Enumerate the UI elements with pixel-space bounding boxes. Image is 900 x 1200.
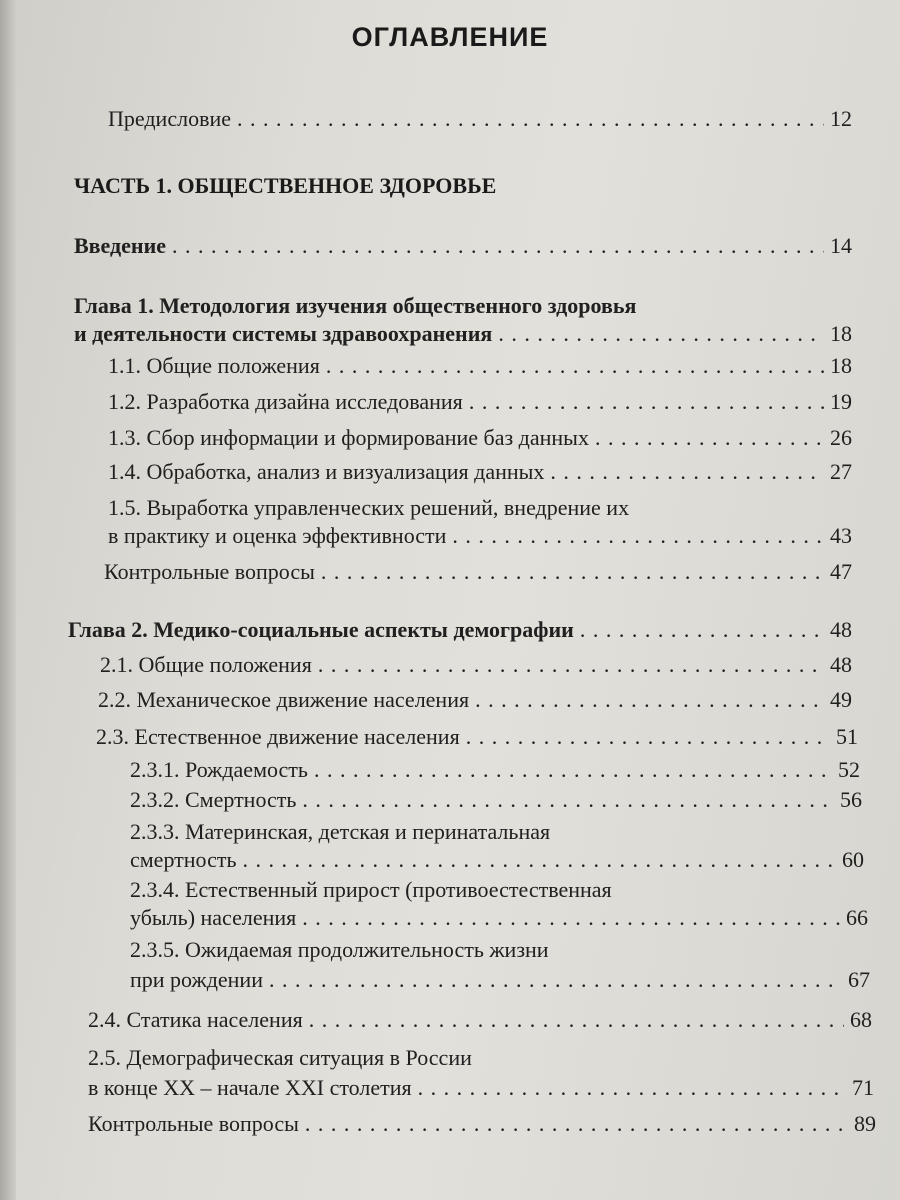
leader-dots xyxy=(475,686,824,714)
part-heading: ЧАСТЬ 1. ОБЩЕСТВЕННОЕ ЗДОРОВЬЕ xyxy=(74,173,497,198)
toc-label: при рождении xyxy=(130,967,263,992)
toc-page: 60 xyxy=(842,847,864,872)
leader-dots xyxy=(452,522,824,550)
toc-entry-2-1[interactable] xyxy=(100,651,852,679)
toc-entry-2-3-4-line1[interactable]: 2.3.4. Естественный прирост (противоестественная xyxy=(130,877,612,902)
toc-label: 1.3. Сбор информации и формирование баз данных xyxy=(108,425,589,450)
toc-entry-2-5-line1[interactable]: 2.5. Демографическая ситуация в России xyxy=(88,1045,472,1070)
leader-dots xyxy=(498,320,824,348)
toc-entry-2-3-3-line1[interactable]: 2.3.3. Материнская, детская и перинатальная xyxy=(130,819,551,844)
toc-entry-1-5[interactable] xyxy=(108,522,852,550)
leader-dots xyxy=(302,904,840,932)
toc-entry-chapter-1[interactable] xyxy=(74,320,852,348)
toc-page: 51 xyxy=(836,724,858,749)
toc-entry-ch2-questions[interactable] xyxy=(88,1110,876,1138)
toc-page: 89 xyxy=(854,1111,876,1136)
page-title: ОГЛАВЛЕНИЕ xyxy=(351,22,549,52)
toc-page: 26 xyxy=(830,425,852,450)
toc-label: в конце XX – начале XXI столетия xyxy=(88,1075,412,1100)
toc-entry-2-4[interactable] xyxy=(88,1006,872,1034)
toc-page: 48 xyxy=(830,617,852,642)
toc-label: 2.1. Общие положения xyxy=(100,652,312,677)
toc-label: Введение xyxy=(74,233,167,258)
leader-dots xyxy=(595,424,824,452)
leader-dots xyxy=(309,1006,844,1034)
toc-page: 12 xyxy=(830,106,852,131)
toc-label: 2.3.2. Смертность xyxy=(130,787,297,812)
page-edge xyxy=(0,0,16,1200)
toc-entry-intro[interactable] xyxy=(74,232,852,260)
toc-page: 66 xyxy=(846,905,868,930)
toc-entry-1-3[interactable] xyxy=(108,424,852,452)
toc-entry-1-4[interactable] xyxy=(108,458,852,486)
toc-page: 71 xyxy=(852,1075,874,1100)
toc-label: 2.4. Статика населения xyxy=(88,1007,303,1032)
toc-page: 56 xyxy=(840,787,862,812)
toc-label: убыль) населения xyxy=(130,905,297,930)
toc-label: Предисловие xyxy=(108,106,231,131)
toc-page: 49 xyxy=(830,687,852,712)
toc-label: Контрольные вопросы xyxy=(88,1111,299,1136)
toc-page: 48 xyxy=(830,652,852,677)
toc-entry-1-5-line1[interactable]: 1.5. Выработка управленческих решений, внедрение их xyxy=(108,495,630,520)
leader-dots xyxy=(469,388,824,416)
toc-page: 68 xyxy=(850,1007,872,1032)
toc-page: 18 xyxy=(830,353,852,378)
toc-entry-2-3-1[interactable] xyxy=(130,756,860,784)
toc-entry-chapter-2[interactable] xyxy=(68,616,852,644)
chapter-1-title-line1[interactable]: Глава 1. Методология изучения общественного здоровья xyxy=(74,293,637,318)
toc-entry-2-3-5[interactable] xyxy=(130,966,870,994)
toc-entry-2-5[interactable] xyxy=(88,1074,874,1102)
leader-dots xyxy=(302,786,834,814)
toc-label: Контрольные вопросы xyxy=(104,559,315,584)
toc-label: 1.1. Общие положения xyxy=(108,353,320,378)
toc-entry-ch1-questions[interactable] xyxy=(104,558,852,586)
toc-entry-1-1[interactable] xyxy=(108,352,852,380)
leader-dots xyxy=(237,105,824,133)
toc-label: 1.4. Обработка, анализ и визуализация данных xyxy=(108,459,545,484)
toc-entry-2-2[interactable] xyxy=(98,686,852,714)
toc-page: 19 xyxy=(830,389,852,414)
leader-dots xyxy=(305,1110,848,1138)
toc-page: 52 xyxy=(838,757,860,782)
toc-page: 47 xyxy=(830,559,852,584)
toc-page: 67 xyxy=(848,967,870,992)
toc-entry-1-2[interactable] xyxy=(108,388,852,416)
leader-dots xyxy=(269,966,842,994)
toc-entry-2-3-3[interactable] xyxy=(130,846,864,874)
toc-entry-preface[interactable] xyxy=(108,105,852,133)
toc-page: 18 xyxy=(830,321,852,346)
toc-entry-2-3-4[interactable] xyxy=(130,904,868,932)
leader-dots xyxy=(321,558,824,586)
toc-entry-2-3-2[interactable] xyxy=(130,786,862,814)
toc-label: 2.3.1. Рождаемость xyxy=(130,757,308,782)
leader-dots xyxy=(580,616,824,644)
toc-label: Глава 2. Медико-социальные аспекты демографии xyxy=(68,617,574,642)
leader-dots xyxy=(243,846,836,874)
toc-label: 2.3. Естественное движение населения xyxy=(96,724,460,749)
leader-dots xyxy=(318,651,824,679)
leader-dots xyxy=(314,756,832,784)
toc-label: 1.2. Разработка дизайна исследования xyxy=(108,389,463,414)
leader-dots xyxy=(550,458,824,486)
leader-dots xyxy=(466,723,830,751)
leader-dots xyxy=(418,1074,846,1102)
toc-entry-2-3-5-line1[interactable]: 2.3.5. Ожидаемая продолжительность жизни xyxy=(130,937,549,962)
leader-dots xyxy=(172,232,824,260)
toc-entry-2-3[interactable] xyxy=(96,723,858,751)
toc-label: и деятельности системы здравоохранения xyxy=(74,321,493,346)
toc-label: 2.2. Механическое движение населения xyxy=(98,687,470,712)
toc-page: 43 xyxy=(830,523,852,548)
toc-page: 27 xyxy=(830,459,852,484)
leader-dots xyxy=(326,352,824,380)
toc-page: 14 xyxy=(830,233,852,258)
toc-label: смертность xyxy=(130,847,237,872)
toc-label: в практику и оценка эффективности xyxy=(108,523,447,548)
